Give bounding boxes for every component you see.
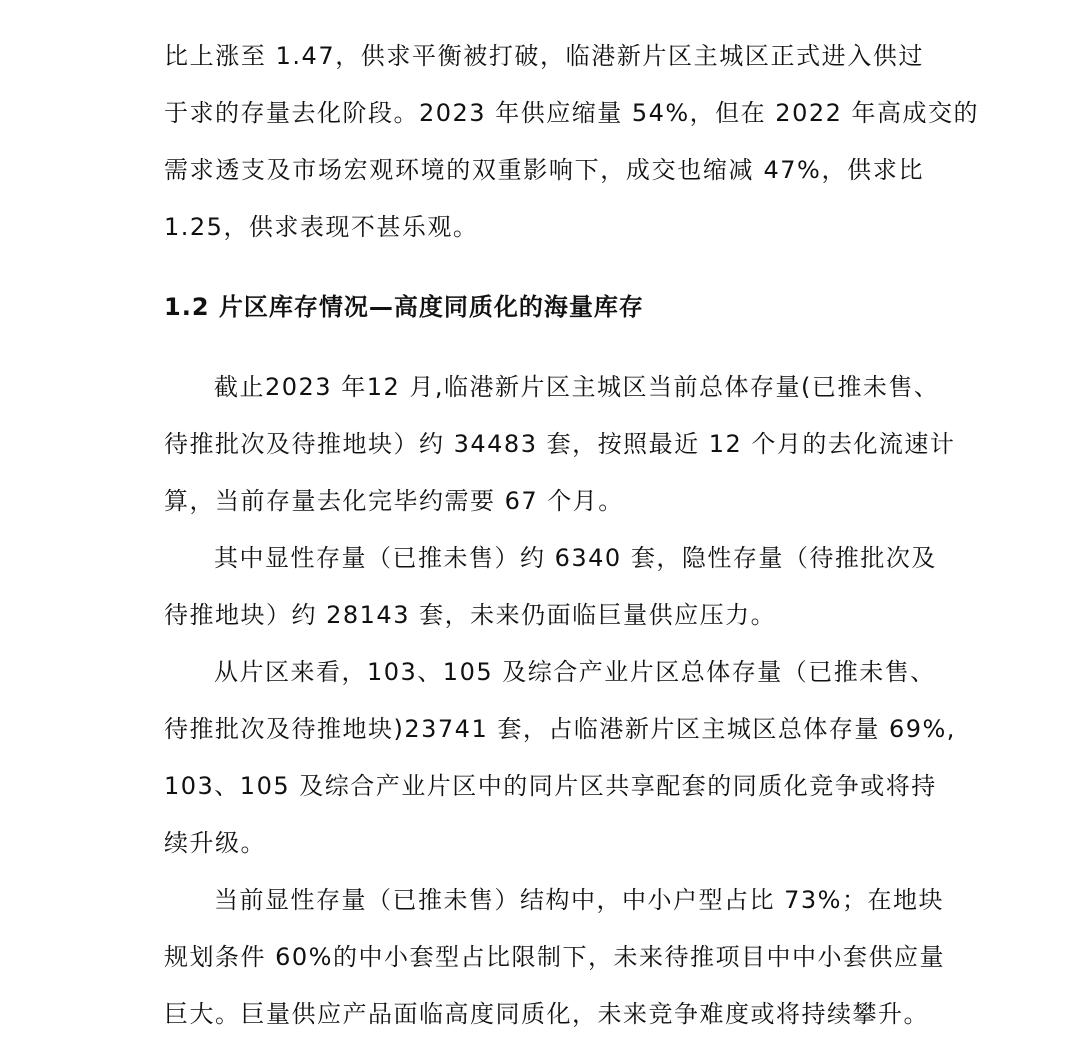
paragraph-line: 1.25，供求表现不甚乐观。 xyxy=(164,213,479,241)
paragraph-line: 其中显性存量（已推未售）约 6340 套，隐性存量（待推批次及 xyxy=(214,544,937,572)
paragraph-line: 从片区来看，103、105 及综合产业片区总体存量（已推未售、 xyxy=(214,658,936,686)
paragraph-line: 当前显性存量（已推未售）结构中，中小户型占比 73%；在地块 xyxy=(214,886,944,914)
section-heading: 1.2 片区库存情况—高度同质化的海量库存 xyxy=(164,293,644,321)
paragraph-line: 需求透支及市场宏观环境的双重影响下，成交也缩减 47%，供求比 xyxy=(164,156,924,184)
paragraph-line: 截止2023 年12 月,临港新片区主城区当前总体存量(已推未售、 xyxy=(214,373,940,401)
paragraph-line: 待推批次及待推地块）约 34483 套，按照最近 12 个月的去化流速计 xyxy=(164,430,956,458)
paragraph-line: 比上涨至 1.47，供求平衡被打破，临港新片区主城区正式进入供过 xyxy=(164,42,924,70)
paragraph-line: 待推批次及待推地块)23741 套，占临港新片区主城区总体存量 69%, xyxy=(164,715,956,743)
paragraph-line: 于求的存量去化阶段。2023 年供应缩量 54%，但在 2022 年高成交的 xyxy=(164,99,980,127)
paragraph-line: 待推地块）约 28143 套，未来仍面临巨量供应压力。 xyxy=(164,601,777,629)
paragraph-line: 巨大。巨量供应产品面临高度同质化，未来竞争难度或将持续攀升。 xyxy=(164,1000,929,1028)
paragraph-line: 算，当前存量去化完毕约需要 67 个月。 xyxy=(164,487,624,515)
paragraph-line: 103、105 及综合产业片区中的同片区共享配套的同质化竞争或将持 xyxy=(164,772,937,800)
paragraph-line: 续升级。 xyxy=(164,829,266,857)
paragraph-line: 规划条件 60%的中小套型占比限制下，未来待推项目中中小套供应量 xyxy=(164,943,945,971)
